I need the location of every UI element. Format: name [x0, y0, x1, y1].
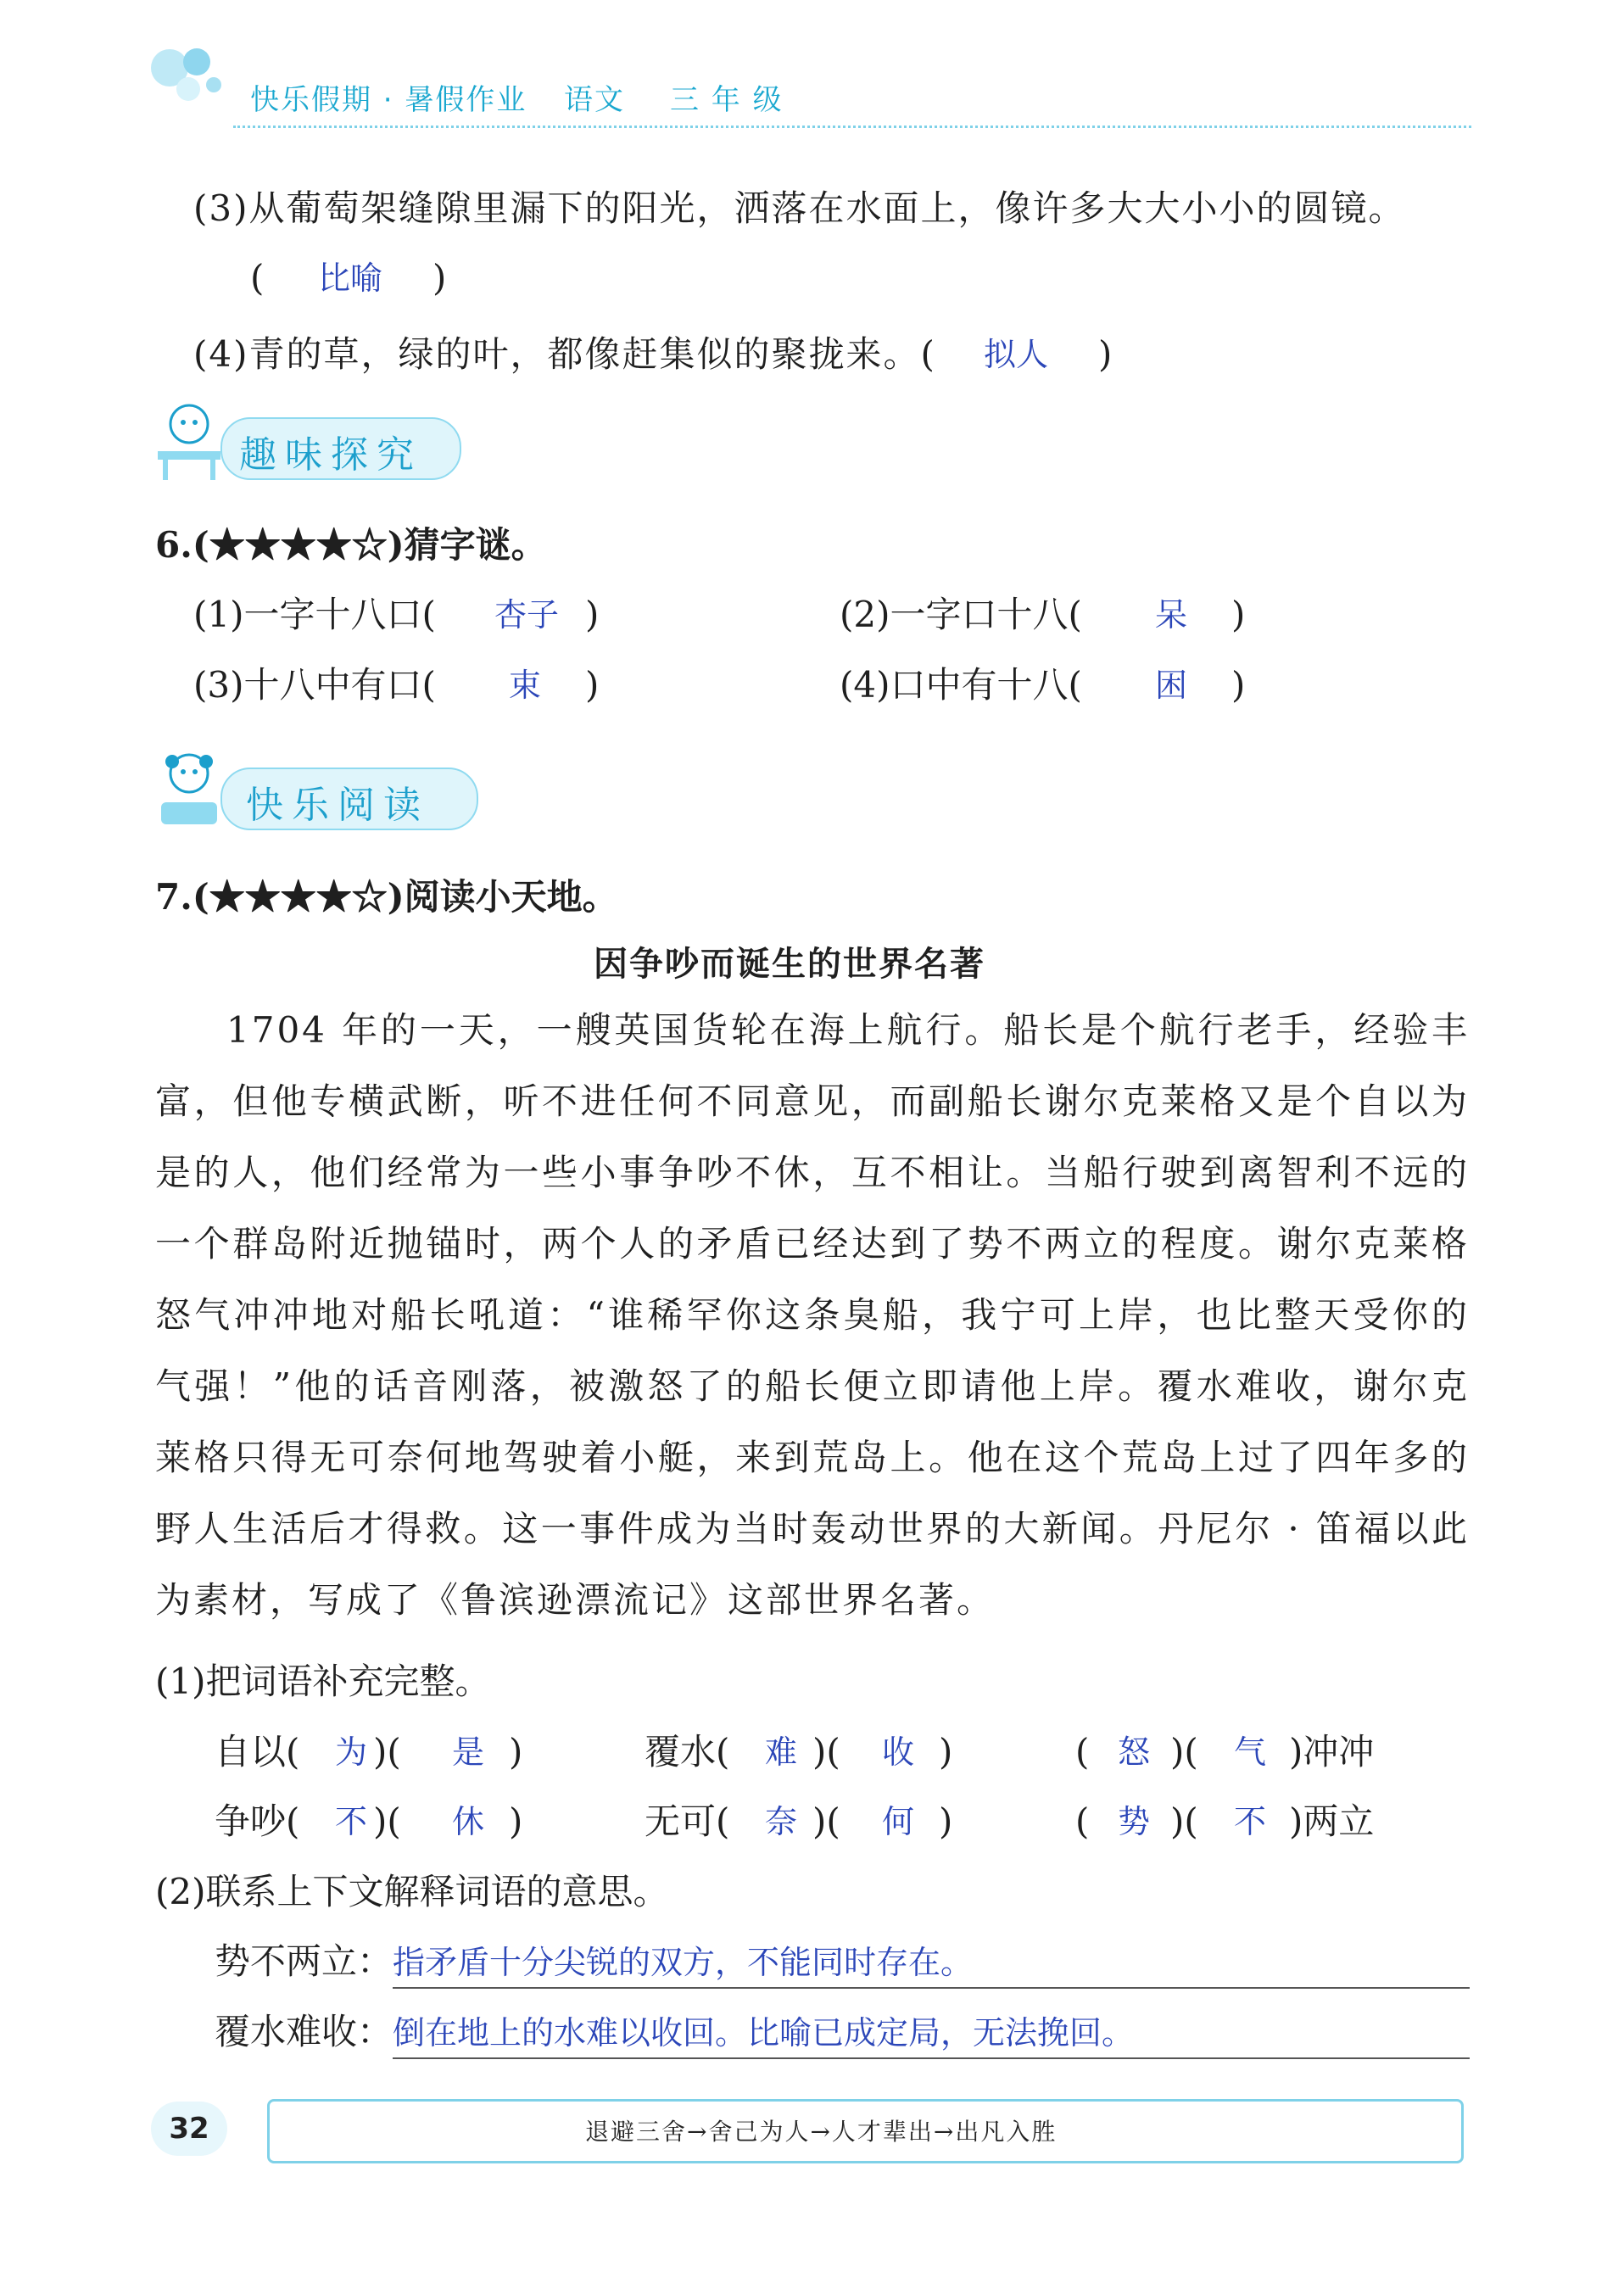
header-grade: 三 年 级: [670, 83, 784, 117]
q6-item-3-answer: 束: [509, 667, 542, 704]
happy-reading-title: 快乐阅读: [246, 784, 429, 827]
header-divider: [233, 126, 1471, 128]
passage-body: 1704 年的一天，一艘英国货轮在海上航行。船长是个航行老手，经验丰富，但他专横武断，听不进任何不同意见，而副船长谢尔克莱格又是个自以为是的人，他们经常为一些小事争吵不休，互不相让。当船行驶到离智利不远的一个群岛附近抛锚时，两个人的矛盾已经达到了势不两立的程度。谢尔克莱格怒气冲冲地对船长吼道：“谁稀罕你这条臭船，我宁可上岸，也比整天受你的气强！”他的话音刚落，被激怒了的船长便立即请他上岸。覆水难收，谢尔克莱格只得无可奈何地驾驶着小艇，来到荒岛上。他在这个荒岛上过了四年多的野人生活后才得救。这一事件成为当时轰动世界的大新闻。丹尼尔 · 笛福以此为素材，写成了《鲁滨逊漂流记》这部世界名著。: [155, 1009, 1470, 1621]
q6-item-4-close: ): [1231, 664, 1246, 706]
fun-explore-title: 趣味探究: [239, 433, 422, 477]
idiom-1-answer-2: 是: [452, 1733, 485, 1771]
idiom-5-answer-1: 奈: [765, 1803, 798, 1840]
term-2-label: 覆水难收：: [215, 2011, 393, 2052]
q6-item-1-close: ): [585, 594, 600, 635]
q6-item-2-prompt: (2)一字口十八(: [840, 594, 1082, 635]
q5-item-3-open: (: [250, 257, 265, 299]
idiom-4-prefix: 争吵(: [215, 1800, 300, 1842]
term-1-label: 势不两立：: [215, 1940, 393, 1982]
idiom-3-answer-2: 气: [1234, 1733, 1267, 1771]
idiom-1-prefix: 自以(: [215, 1731, 300, 1772]
idiom-1-suffix: ): [509, 1731, 523, 1772]
q6-item-4-answer: 困: [1155, 667, 1188, 704]
term-2-answer: 倒在地上的水难以收回。比喻已成定局，无法挽回。: [393, 2014, 1135, 2051]
idiom-2-answer-2: 收: [882, 1733, 915, 1771]
idiom-1-middle: )(: [373, 1731, 401, 1772]
idiom-2-middle: )(: [812, 1731, 840, 1772]
page-number: 32: [151, 2102, 227, 2156]
q6-title: 6.(★★★★☆)猜字谜。: [155, 524, 547, 566]
idiom-6-middle: )(: [1170, 1800, 1198, 1842]
idiom-5-middle: )(: [812, 1800, 840, 1842]
header-book-title: 快乐假期 · 暑假作业: [250, 83, 527, 117]
idiom-2-suffix: ): [939, 1731, 953, 1772]
idiom-3-suffix: )冲冲: [1289, 1731, 1375, 1772]
idiom-5-answer-2: 何: [882, 1803, 915, 1840]
q5-item-4-text: (4)青的草，绿的叶，都像赶集似的聚拢来。(: [193, 333, 936, 375]
q6-item-1-answer: 杏子: [494, 596, 560, 634]
q5-item-3-answer: 比喻: [318, 260, 383, 297]
q6-item-3-prompt: (3)十八中有口(: [193, 664, 436, 706]
idiom-2-answer-1: 难: [765, 1733, 798, 1771]
q6-item-2-close: ): [1231, 594, 1246, 635]
term-1-underline: [393, 1987, 1470, 1989]
idiom-3-answer-1: 怒: [1118, 1733, 1151, 1771]
q6-item-4-prompt: (4)口中有十八(: [840, 664, 1082, 706]
idiom-4-answer-2: 休: [452, 1803, 485, 1840]
q6-item-2-answer: 呆: [1155, 596, 1188, 634]
idiom-4-middle: )(: [373, 1800, 401, 1842]
idiom-6-prefix: (: [1075, 1800, 1090, 1842]
idiom-3-middle: )(: [1170, 1731, 1198, 1772]
footer-idiom-chain: 退避三舍→舍己为人→人才辈出→出凡入胜: [585, 2118, 1058, 2146]
idiom-1-answer-1: 为: [335, 1733, 368, 1771]
idiom-6-answer-1: 势: [1118, 1803, 1151, 1840]
q5-item-4-answer: 拟人: [984, 336, 1049, 373]
idiom-3-prefix: (: [1075, 1731, 1090, 1772]
idiom-2-prefix: 覆水(: [645, 1731, 730, 1772]
idiom-5-suffix: ): [939, 1800, 953, 1842]
idiom-6-answer-2: 不: [1234, 1803, 1267, 1840]
q7-sub2-label: (2)联系上下文解释词语的意思。: [155, 1871, 669, 1912]
q6-item-3-close: ): [585, 664, 600, 706]
q7-title: 7.(★★★★☆)阅读小天地。: [155, 876, 618, 918]
idiom-4-answer-1: 不: [335, 1803, 368, 1840]
idiom-4-suffix: ): [509, 1800, 523, 1842]
term-2-underline: [393, 2057, 1470, 2059]
passage-title: 因争吵而诞生的世界名著: [594, 945, 985, 984]
q6-item-1-prompt: (1)一字十八口(: [193, 594, 436, 635]
q5-item-3-text: (3)从葡萄架缝隙里漏下的阳光，洒落在水面上，像许多大大小小的圆镜。: [193, 187, 1406, 229]
header-subject: 语文: [564, 83, 625, 117]
q7-sub1-label: (1)把词语补充完整。: [155, 1661, 491, 1702]
idiom-6-suffix: )两立: [1289, 1800, 1375, 1842]
q5-item-3-close: ): [433, 257, 447, 299]
q5-item-4-close: ): [1098, 333, 1113, 375]
idiom-5-prefix: 无可(: [645, 1800, 730, 1842]
term-1-answer: 指矛盾十分尖锐的双方，不能同时存在。: [393, 1944, 974, 1981]
